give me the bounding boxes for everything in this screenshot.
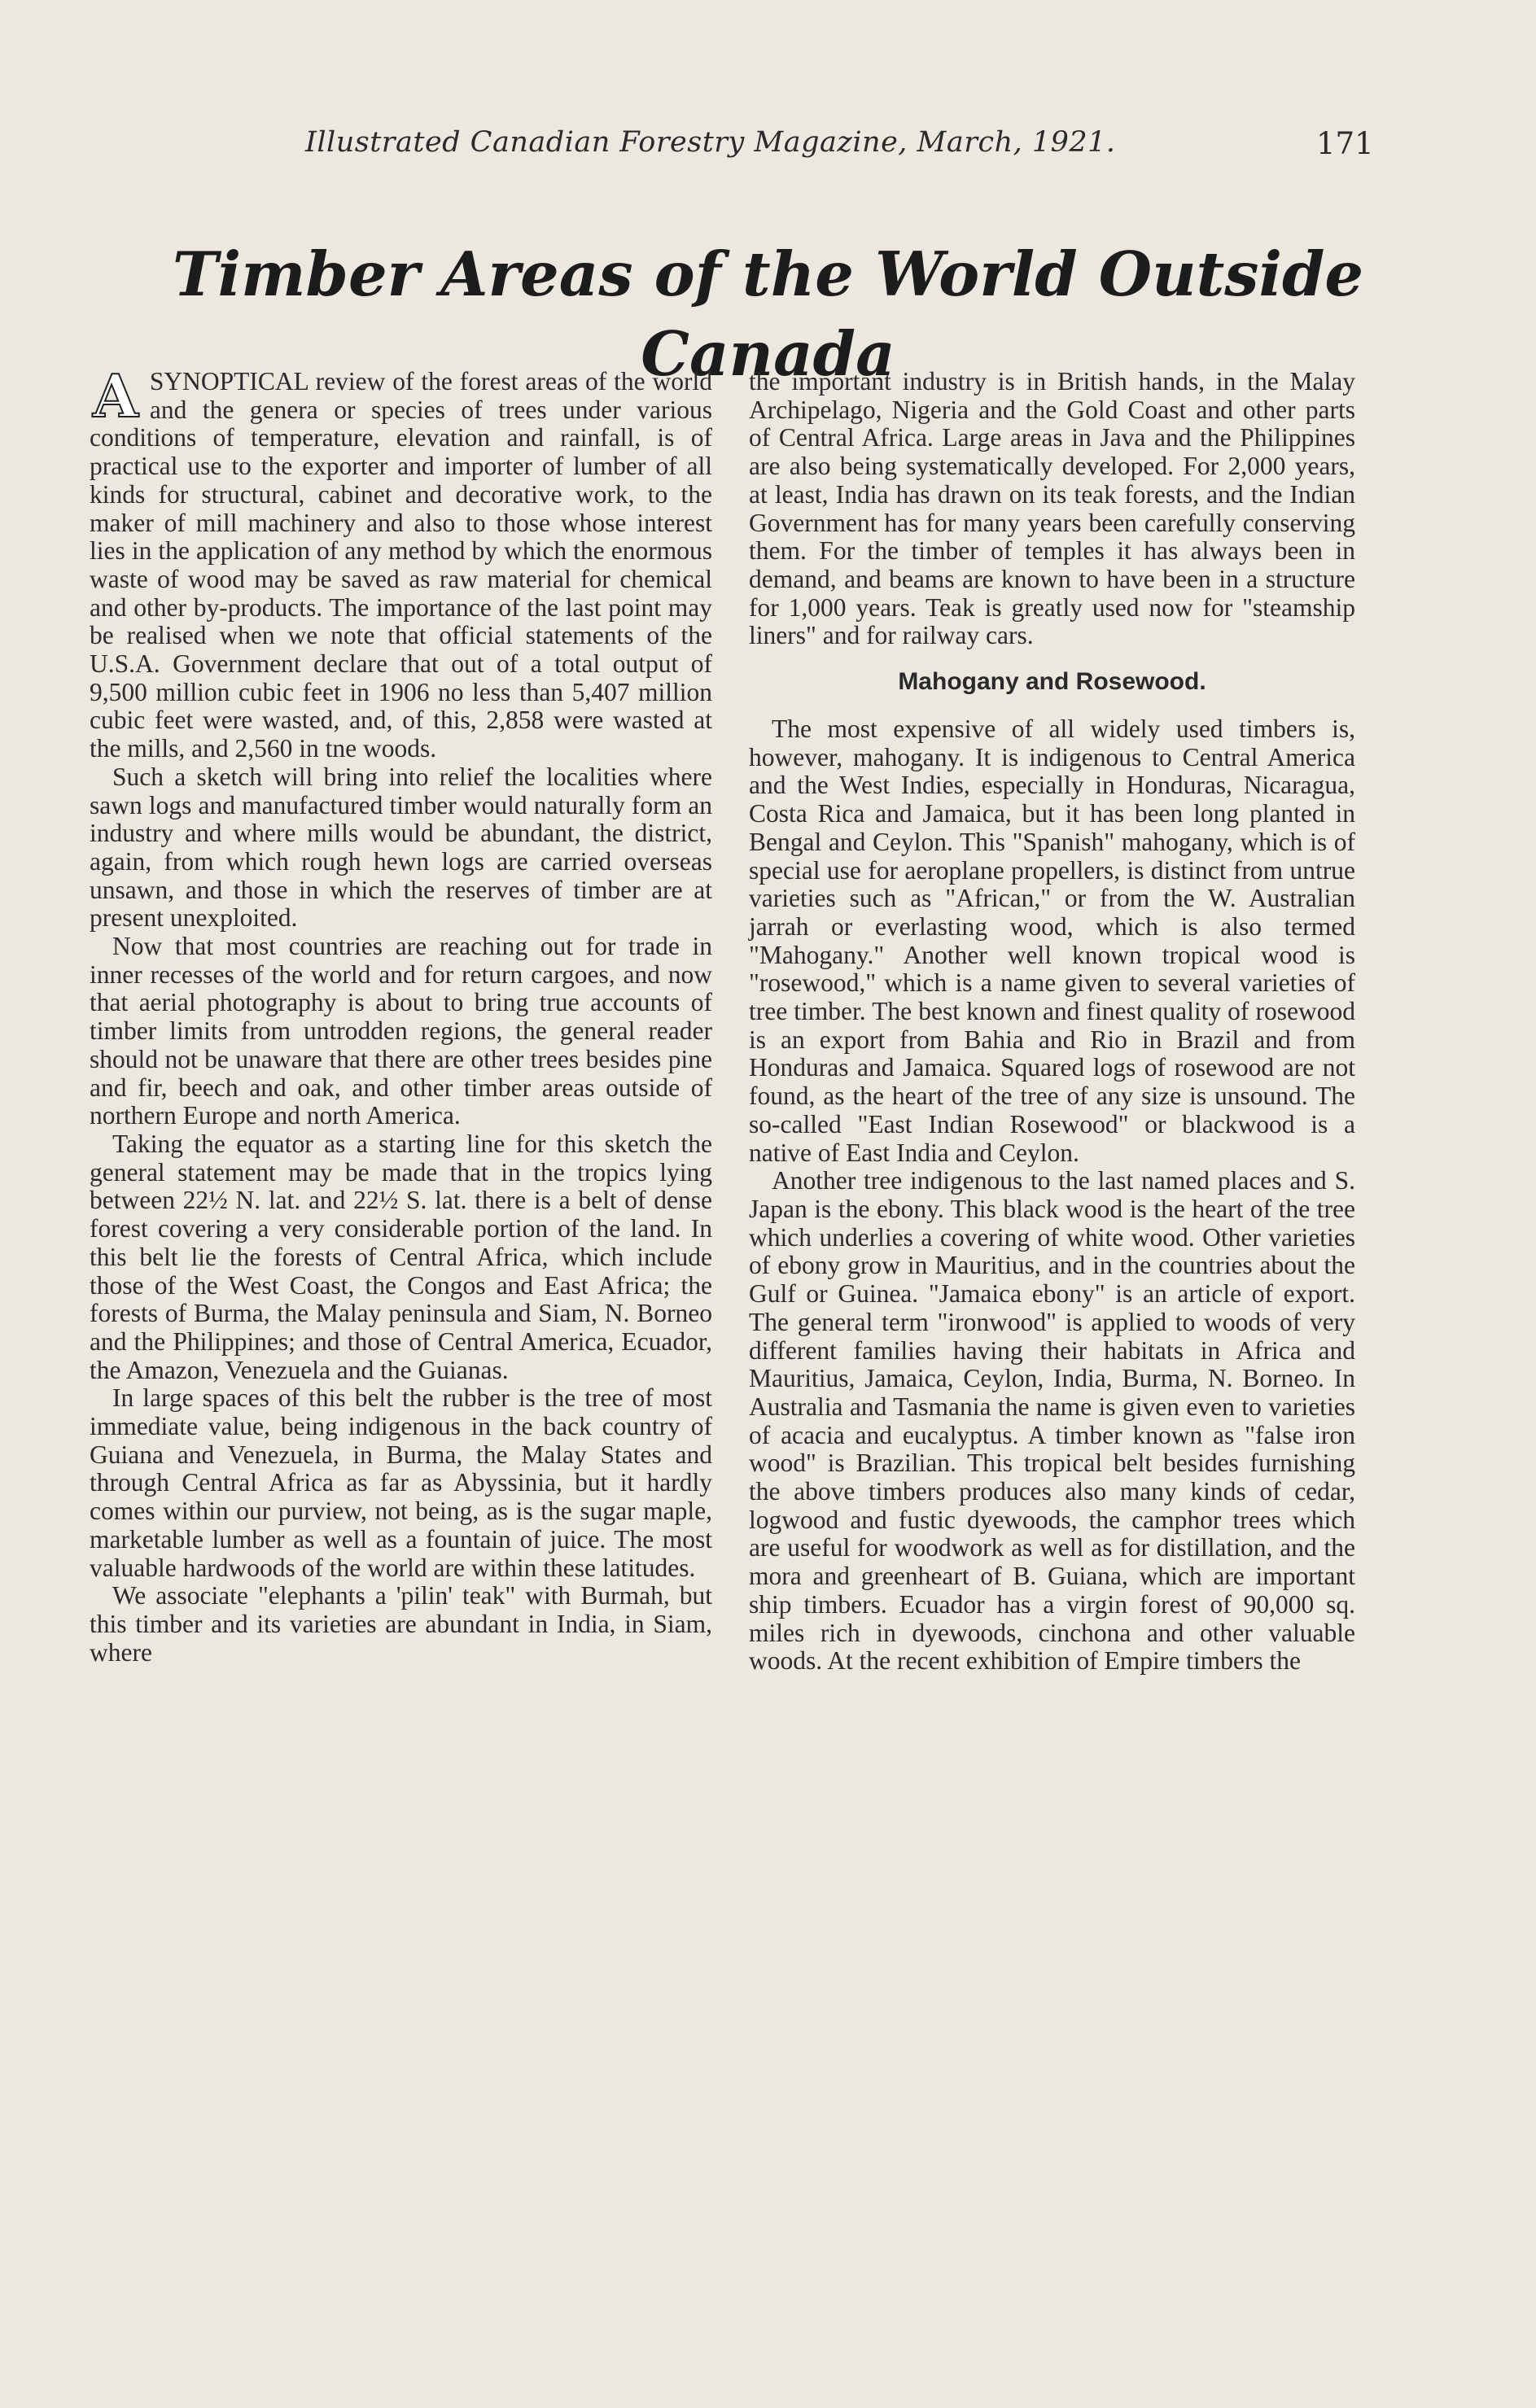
running-head <box>0 126 1536 175</box>
left-column <box>90 361 712 1667</box>
paragraph-intro <box>90 361 712 763</box>
magazine-issue-line: Illustrated Canadian Forestry Magazine, March, 1921. <box>305 126 1116 159</box>
paragraph-intro-text: SYNOPTICAL review of the forest areas of the world and the genera or species of trees under various conditions of temperature, elevation and rainfall, is of practical use to the exporter and importer of lumber of all kinds for structural, cabinet and decorative work, to the maker of mill machinery and also to those whose interest lies in the application of any method by which the enormous waste of wood may be saved as raw material for chemical and other by-products. The importance of the last point may be realised when we note that official statements of the U.S.A. Government declare that out of a total output of 9,500 million cubic feet in 1906 no less than 5,407 million cubic feet were wasted, and, of this, 2,858 were wasted at the mills, and 2,560 in tne woods. <box>90 367 712 763</box>
paragraph: Now that most countries are reaching out for trade in inner recesses of the world and for return cargoes, and now that aerial photography is about to bring true accounts of timber limits from untrodden regions, the general reader should not be unaware that there are other trees besides pine and fir, beech and oak, and other timber areas outside of northern Europe and north America. <box>90 932 712 1130</box>
paragraph: The most expensive of all widely used timbers is, however, mahogany. It is indigenous to Central America and the West Indies, especially in Honduras, Nicaragua, Costa Rica and Jamaica, but it has been long planted in Bengal and Ceylon. This "Spanish" mahogany, which is of special use for aeroplane propellers, is distinct from untrue varieties such as "African," or from the W. Australian jarrah or everlasting wood, which is also termed "Mahogany." Another well known tropical wood is "rosewood," which is a name given to several varieties of tree timber. The best known and finest quality of rosewood is an export from Bahia and Rio in Brazil and from Honduras and Jamaica. Squared logs of rosewood are not found, as the heart of the tree of any size is unsound. The so-called "East Indian Rosewood" or blackwood is a native of East India and Ceylon. <box>749 715 1355 1167</box>
article-title: Timber Areas of the World Outside Canada <box>172 238 1364 391</box>
page-number: 171 <box>1316 126 1374 161</box>
right-column <box>749 368 1355 1676</box>
paragraph: In large spaces of this belt the rubber is the tree of most immediate value, being indigenous in the back country of Guiana and Venezuela, in Burma, the Malay States and through Central Africa as far as Abyssinia, but it hardly comes within our purview, not being, as is the sugar maple, marketable lumber as well as a fountain of juice. The most valuable hardwoods of the world are within these latitudes. <box>90 1383 712 1582</box>
paragraph: Taking the equator as a starting line for this sketch the general statement may be made that in the tropics lying between 22½ N. lat. and 22½ S. lat. there is a belt of dense forest covering a very considerable portion of the land. In this belt lie the forests of Central Africa, which include those of the West Coast, the Congos and East Africa; the forests of Burma, the Malay peninsula and Siam, N. Borneo and the Philippines; and those of Central America, Ecuador, the Amazon, Venezuela and the Guianas. <box>90 1129 712 1384</box>
paragraph: Another tree indigenous to the last named places and S. Japan is the ebony. This black wood is the heart of the tree which underlies a covering of white wood. Other varieties of ebony grow in Mauritius, and in the countries about the Gulf or Guinea. "Jamaica ebony" is an article of export. The general term "ironwood" is applied to woods of very different families having their habitats in Africa and Mauritius, Jamaica, Ceylon, India, Burma, N. Borneo. In Australia and Tasmania the name is given even to varieties of acacia and eucalyptus. A timber known as "false iron wood" is Brazilian. This tropical belt besides furnishing the above timbers produces also many kinds of cedar, logwood and fustic dyewoods, the camphor trees which are useful for woodwork as well as for distillation, and the mora and greenheart of B. Guiana, which are important ship timbers. Ecuador has a virgin forest of 90,000 sq. miles rich in dyewoods, cinchona and other valuable woods. At the recent exhibition of Empire timbers the <box>749 1166 1355 1676</box>
paragraph: We associate "elephants a 'pilin' teak" with Burmah, but this timber and its varieties are abundant in India, in Siam, where <box>90 1581 712 1667</box>
paragraph: Such a sketch will bring into relief the localities where sawn logs and manufactured timber would naturally form an industry and where mills would be abundant, the district, again, from which rough hewn logs are carried overseas unsawn, and those in which the reserves of timber are at present unexploited. <box>90 762 712 933</box>
drop-cap: A <box>93 361 138 430</box>
paragraph-continued: the important industry is in British hands, in the Malay Archipelago, Nigeria and the Gold Coast and other parts of Central Africa. Large areas in Java and the Philippines are also being systematically developed. For 2,000 years, at least, India has drawn on its teak forests, and the Indian Government has for many years been carefully conserving them. For the timber of temples it has always been in demand, and beams are known to have been in a structure for 1,000 years. Teak is greatly used now for "steamship liners" and for railway cars. <box>749 367 1355 650</box>
section-subheading: Mahogany and Rosewood. <box>898 668 1206 696</box>
